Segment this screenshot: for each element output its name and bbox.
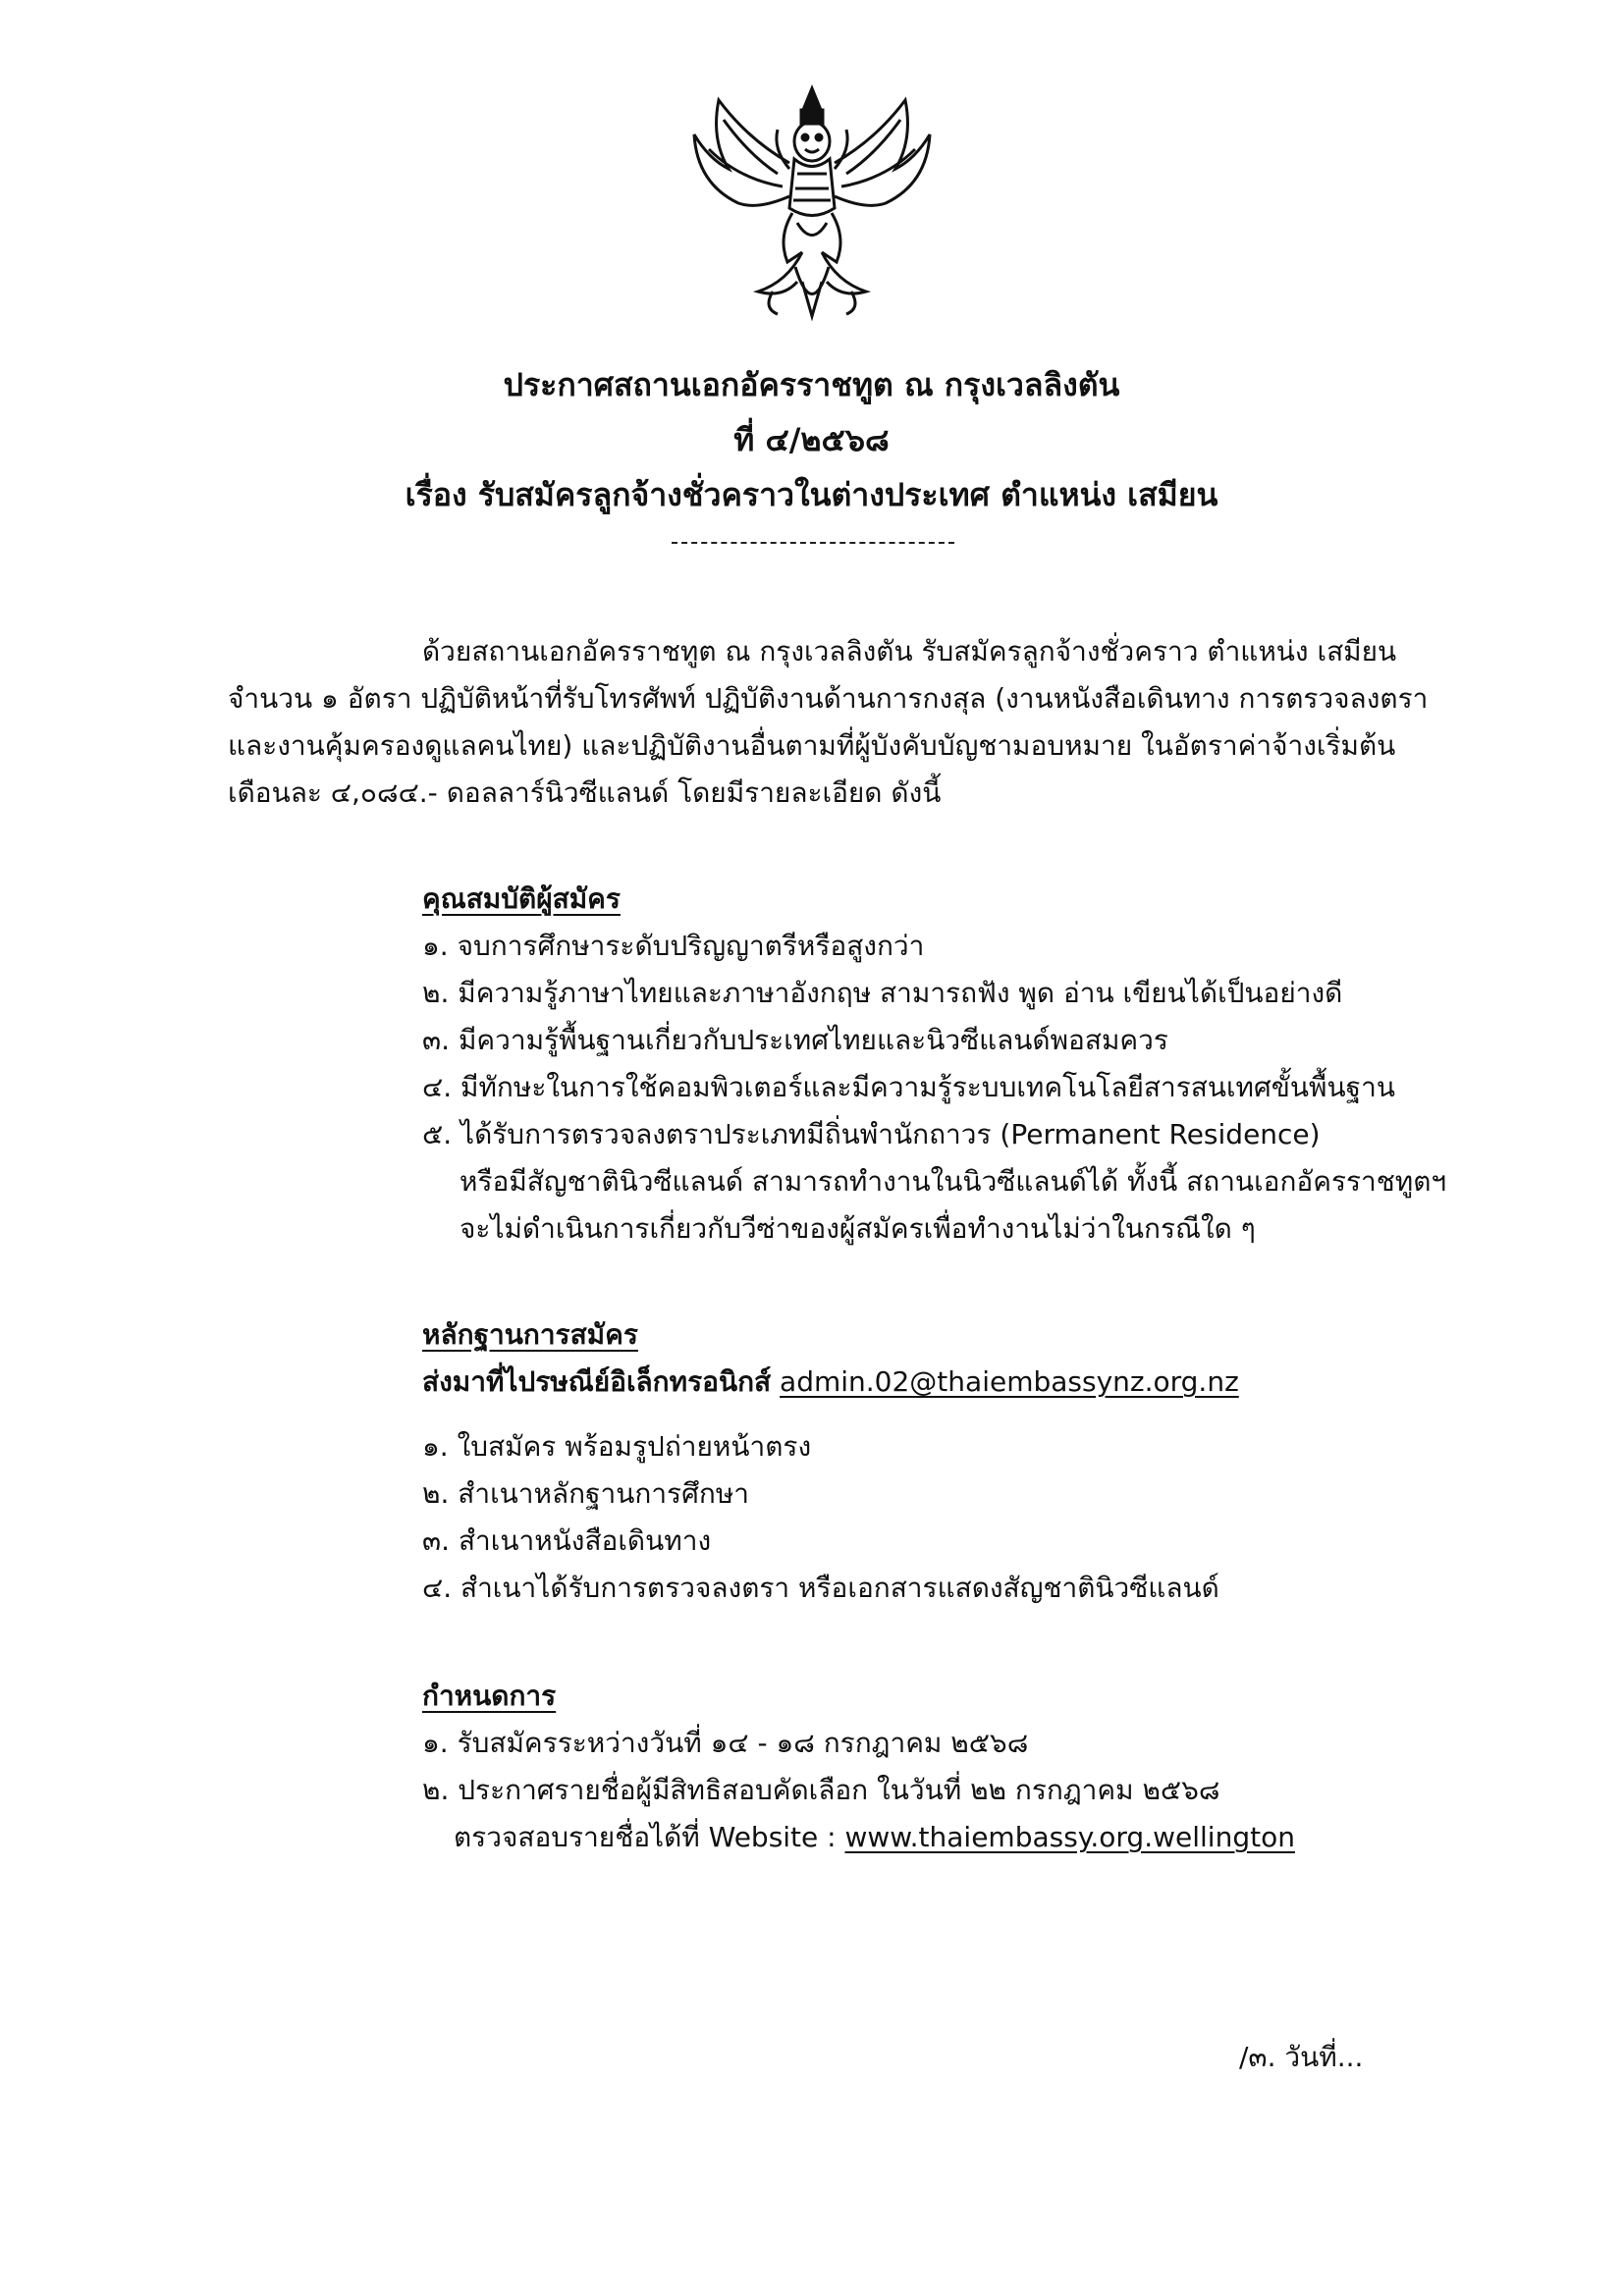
qualification-item-continued: หรือมีสัญชาตินิวซีแลนด์ สามารถทำงานในนิวซีแลนด์ได้ ทั้งนี้ สถานเอกอัครราชทูตฯ: [460, 1165, 1447, 1198]
qualification-item: ๑. จบการศึกษาระดับปริญญาตรีหรือสูงกว่า: [422, 930, 925, 962]
intro-line: เดือนละ ๔,๐๘๔.- ดอลลาร์นิวซีแลนด์ โดยมีรายละเอียด ดังนี้: [228, 776, 942, 809]
documents-send-to: [422, 1364, 1239, 1400]
qualification-item-continued: จะไม่ดำเนินการเกี่ยวกับวีซ่าของผู้สมัครเพื่อทำงานไม่ว่าในกรณีใด ๆ: [460, 1212, 1256, 1245]
email-link[interactable]: admin.02@thaiembassynz.org.nz: [780, 1365, 1239, 1398]
documents-heading: หลักฐานการสมัคร: [422, 1318, 638, 1351]
document-item: ๑. ใบสมัคร พร้อมรูปถ่ายหน้าตรง: [422, 1430, 812, 1463]
document-item: ๓. สำเนาหนังสือเดินทาง: [422, 1524, 712, 1557]
document-item: ๔. สำเนาได้รับการตรวจลงตรา หรือเอกสารแสดงสัญชาตินิวซีแลนด์: [422, 1572, 1219, 1604]
website-label: ตรวจสอบรายชื่อได้ที่ Website :: [454, 1821, 837, 1853]
intro-line: จำนวน ๑ อัตรา ปฏิบัติหน้าที่รับโทรศัพท์ ปฏิบัติงานด้านการกงสุล (งานหนังสือเดินทาง การตรวจลงตรา: [228, 682, 1429, 715]
website-link[interactable]: www.thaiembassy.org.wellington: [844, 1821, 1295, 1853]
qualification-item: ๕. ได้รับการตรวจลงตราประเภทมีถิ่นพำนักถาวร (Permanent Residence): [422, 1118, 1321, 1150]
title-divider: [672, 542, 954, 544]
qualifications-heading: คุณสมบัติผู้สมัคร: [422, 882, 621, 915]
schedule-heading: กำหนดการ: [422, 1680, 557, 1712]
qualification-item: ๒. มีความรู้ภาษาไทยและภาษาอังกฤษ สามารถฟัง พูด อ่าน เขียนได้เป็นอย่างดี: [422, 977, 1343, 1009]
announcement-title: ประกาศสถานเอกอัครราชทูต ณ กรุงเวลลิงตัน: [503, 366, 1120, 403]
send-to-label: ส่งมาที่ไปรษณีย์อิเล็กทรอนิกส์: [422, 1365, 772, 1398]
qualification-item: ๓. มีความรู้พื้นฐานเกี่ยวกับประเทศไทยและนิวซีแลนด์พอสมควร: [422, 1024, 1168, 1056]
schedule-item: ๒. ประกาศรายชื่อผู้มีสิทธิสอบคัดเลือก ในวันที่ ๒๒ กรกฎาคม ๒๕๖๘: [422, 1774, 1220, 1806]
intro-line: ด้วยสถานเอกอัครราชทูต ณ กรุงเวลลิงตัน รับสมัครลูกจ้างชั่วคราว ตำแหน่ง เสมียน: [422, 635, 1397, 667]
page-continuation: /๓. วันที่...: [1239, 2041, 1364, 2073]
announcement-subject: เรื่อง รับสมัครลูกจ้างชั่วคราวในต่างประเทศ ตำแหน่ง เสมียน: [405, 476, 1218, 513]
intro-line: และงานคุ้มครองดูแลคนไทย) และปฏิบัติงานอื่นตามที่ผู้บังคับบัญชามอบหมาย ในอัตราค่าจ้างเริ่มต้น: [228, 729, 1396, 762]
announcement-number: ที่ ๔/๒๕๖๘: [733, 421, 890, 458]
qualification-item: ๔. มีทักษะในการใช้คอมพิวเตอร์และมีความรู้ระบบเทคโนโลยีสารสนเทศขั้นพื้นฐาน: [422, 1071, 1395, 1103]
schedule-item: ๑. รับสมัครระหว่างวันที่ ๑๔ - ๑๘ กรกฎาคม ๒๕๖๘: [422, 1727, 1029, 1759]
document-item: ๒. สำเนาหลักฐานการศึกษา: [422, 1477, 750, 1510]
schedule-website-line: [454, 1820, 1295, 1855]
garuda-emblem-icon: [679, 80, 945, 326]
